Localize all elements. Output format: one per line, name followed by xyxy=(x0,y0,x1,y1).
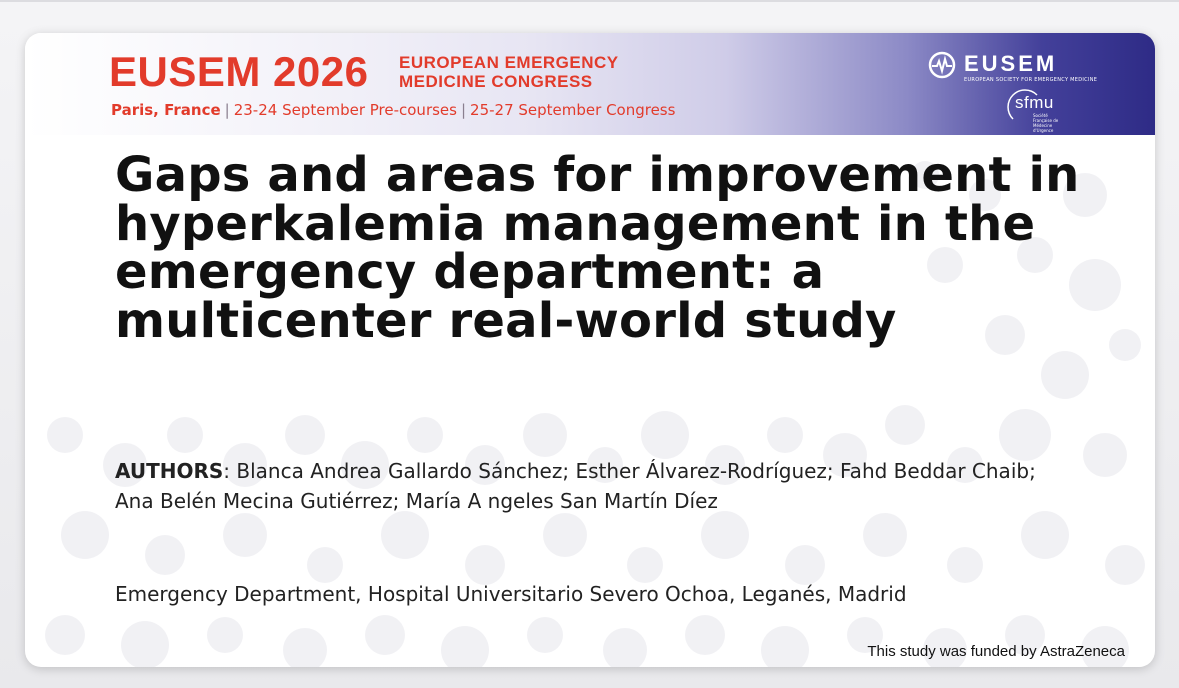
header-banner xyxy=(25,33,1155,135)
congress-name-line2: MEDICINE CONGRESS xyxy=(399,72,593,91)
precourse-dates: 23-24 September Pre-courses xyxy=(233,101,457,119)
congress-location-dates xyxy=(111,101,675,119)
location-city: Paris, France xyxy=(111,101,221,119)
study-title: Gaps and areas for improvement in hyperkalemia management in the emergency department: a multicenter real-world study xyxy=(115,147,1080,349)
dates-separator: | xyxy=(460,101,467,119)
authors-list: : Blanca Andrea Gallardo Sánchez; Esther Álvarez-Rodríguez; Fahd Beddar Chaib; Ana Belén Mecina Gutiérrez; María A ngeles San Martín Díez xyxy=(115,459,1036,513)
top-divider xyxy=(0,0,1179,2)
authors-block xyxy=(115,456,1065,516)
sfmu-logo-text: sfmu xyxy=(1015,93,1054,112)
congress-dates: 25-27 September Congress xyxy=(470,101,676,119)
eusem-logo xyxy=(928,51,1098,85)
heartbeat-icon xyxy=(928,51,956,79)
sfmu-logo-subtitle: Société Française de Médecine d'Urgence xyxy=(1033,113,1059,133)
congress-slide xyxy=(25,33,1155,667)
congress-name xyxy=(399,53,619,91)
eusem-logo-text: EUSEM xyxy=(964,51,1058,76)
sfmu-logo xyxy=(1003,87,1067,133)
affiliation: Emergency Department, Hospital Universitario Severo Ochoa, Leganés, Madrid xyxy=(115,582,907,606)
authors-label: AUTHORS xyxy=(115,459,224,483)
funding-note: This study was funded by AstraZeneca xyxy=(867,643,1125,660)
congress-name-line1: EUROPEAN EMERGENCY xyxy=(399,53,619,72)
eusem-logo-subtitle: EUROPEAN SOCIETY FOR EMERGENCY MEDICINE xyxy=(964,77,1098,83)
congress-brand: EUSEM 2026 xyxy=(109,48,369,95)
location-separator: | xyxy=(224,101,230,119)
